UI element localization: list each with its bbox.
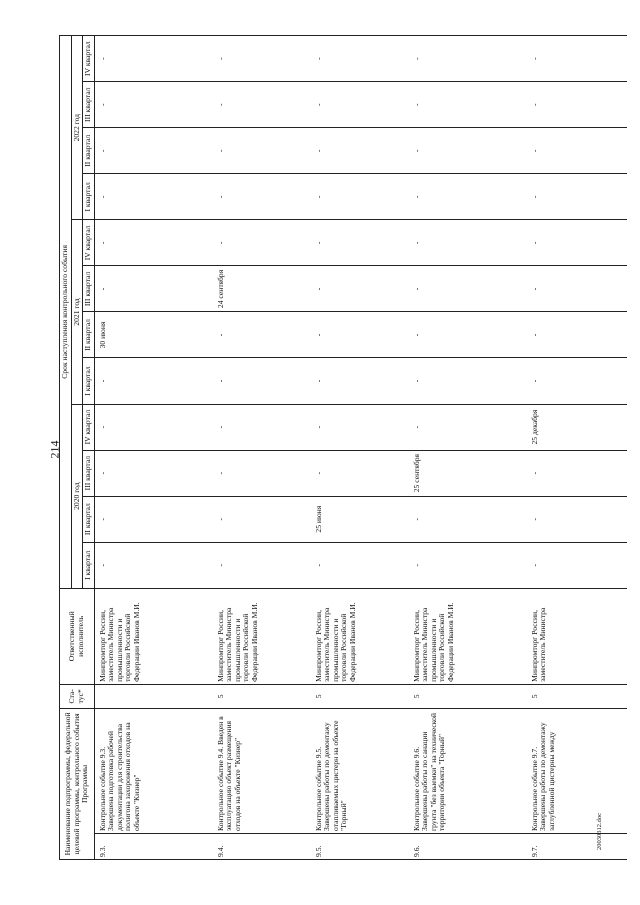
row-number: 9.3. (94, 833, 213, 859)
date-cell: - (94, 450, 213, 496)
header-status: Ста-тус* (60, 684, 95, 708)
row-number: 9.4. (213, 833, 311, 859)
header-year-2020: 2020 год (71, 404, 83, 588)
date-cell: - (94, 358, 213, 404)
header-year-2022: 2022 год (71, 36, 83, 220)
date-cell: - (213, 36, 311, 82)
header-year-2021: 2021 год (71, 220, 83, 404)
date-cell: - (94, 542, 213, 588)
date-cell: - (94, 404, 213, 450)
date-cell: - (409, 404, 527, 450)
date-cell: - (409, 82, 527, 128)
table-row (94, 36, 213, 860)
header-quarter: III квартал (83, 266, 95, 312)
date-cell: - (213, 220, 311, 266)
event-status: 5 (409, 684, 527, 708)
date-cell: - (311, 128, 409, 174)
date-cell: 25 декабря (527, 404, 627, 450)
header-quarter: II квартал (83, 496, 95, 542)
date-cell: - (527, 220, 627, 266)
date-cell: - (213, 312, 311, 358)
date-cell: - (213, 174, 311, 220)
event-name: Контрольное событие 9.7. Завершены работы по демонтажу заглубленной цистерны между (527, 708, 627, 833)
date-cell: 24 сентября (213, 266, 311, 312)
header-quarter: II квартал (83, 128, 95, 174)
table-row (311, 36, 409, 860)
page-number: 214 (47, 440, 62, 459)
table-row (527, 36, 627, 860)
date-cell: - (213, 128, 311, 174)
date-cell: - (527, 312, 627, 358)
date-cell: - (527, 82, 627, 128)
date-cell: - (213, 542, 311, 588)
date-cell: - (213, 496, 311, 542)
date-cell: - (527, 450, 627, 496)
date-cell: - (94, 266, 213, 312)
date-cell: - (213, 358, 311, 404)
table-row (409, 36, 527, 860)
date-cell: - (94, 128, 213, 174)
table-row (213, 36, 311, 860)
date-cell: - (94, 496, 213, 542)
date-cell: - (409, 542, 527, 588)
row-number: 9.7. (527, 833, 627, 859)
event-status: 5 (527, 684, 627, 708)
event-name: Контрольное событие 9.3. Завершена подготовка рабочей документации для строительства полигона захоронения отходов на объекте "Кизнер" (94, 708, 213, 833)
row-number: 9.5. (311, 833, 409, 859)
date-cell: - (213, 450, 311, 496)
date-cell: - (409, 128, 527, 174)
row-number: 9.6. (409, 833, 527, 859)
header-quarter: II квартал (83, 312, 95, 358)
date-cell: - (213, 82, 311, 128)
date-cell: - (409, 266, 527, 312)
event-name: Контрольное событие 9.6. Завершены работы по санации грунта "без выемки" на технической территории объекта "Горный" (409, 708, 527, 833)
date-cell: - (311, 82, 409, 128)
rotated-table-page (59, 35, 594, 860)
date-cell: 25 сентября (409, 450, 527, 496)
event-executor: Минпромторг России, заместитель Министра промышленности и торговли Российской Федерации Иванов М.И. (311, 588, 409, 684)
header-quarter: III квартал (83, 450, 95, 496)
date-cell: - (311, 542, 409, 588)
header-executor: Ответственный исполнитель (60, 588, 95, 684)
header-quarter: III квартал (83, 82, 95, 128)
date-cell: - (527, 542, 627, 588)
date-cell: - (527, 128, 627, 174)
header-quarter: I квартал (83, 358, 95, 404)
document-footer: 20030312.doc (596, 812, 603, 850)
header-quarter: I квартал (83, 542, 95, 588)
date-cell: - (409, 174, 527, 220)
event-executor: Минпромторг России, заместитель Министра промышленности и торговли Российской Федерации Иванов М.И. (94, 588, 213, 684)
date-cell: - (94, 36, 213, 82)
event-name: Контрольное событие 9.4. Введен в эксплуатацию объект размещения отходов на объекте "Кизнер" (213, 708, 311, 833)
event-status (94, 684, 213, 708)
header-period: Срок наступления контрольного события (60, 36, 72, 589)
date-cell: - (409, 36, 527, 82)
date-cell: - (94, 82, 213, 128)
date-cell: - (311, 404, 409, 450)
date-cell: - (311, 36, 409, 82)
control-events-table (59, 35, 627, 860)
date-cell: - (527, 358, 627, 404)
header-name: Наименование подпрограммы, федеральной целевой программы, контрольного события Программы (60, 708, 95, 859)
date-cell: - (311, 220, 409, 266)
date-cell: - (409, 312, 527, 358)
date-cell: - (409, 358, 527, 404)
date-cell: - (527, 266, 627, 312)
header-quarter: IV квартал (83, 36, 95, 82)
header-quarter: IV квартал (83, 404, 95, 450)
date-cell: - (311, 358, 409, 404)
date-cell: - (311, 266, 409, 312)
date-cell: - (527, 496, 627, 542)
header-quarter: IV квартал (83, 220, 95, 266)
date-cell: - (311, 450, 409, 496)
date-cell: - (311, 174, 409, 220)
event-name: Контрольное событие 9.5. Завершены работы по демонтажу отапливаемых цистерн на объекте "Горный" (311, 708, 409, 833)
date-cell: - (94, 220, 213, 266)
date-cell: - (409, 496, 527, 542)
event-executor: Минпромторг России, заместитель Министра (527, 588, 627, 684)
date-cell: - (527, 36, 627, 82)
date-cell: - (527, 174, 627, 220)
event-status: 5 (213, 684, 311, 708)
event-executor: Минпромторг России, заместитель Министра промышленности и торговли Российской Федерации Иванов М.И. (409, 588, 527, 684)
date-cell: - (311, 312, 409, 358)
date-cell: 30 июня (94, 312, 213, 358)
event-executor: Минпромторг России, заместитель Министра промышленности и торговли Российской Федерации Иванов М.И. (213, 588, 311, 684)
date-cell: - (409, 220, 527, 266)
event-status: 5 (311, 684, 409, 708)
date-cell: - (94, 174, 213, 220)
date-cell: 25 июня (311, 496, 409, 542)
date-cell: - (213, 404, 311, 450)
header-quarter: I квартал (83, 174, 95, 220)
